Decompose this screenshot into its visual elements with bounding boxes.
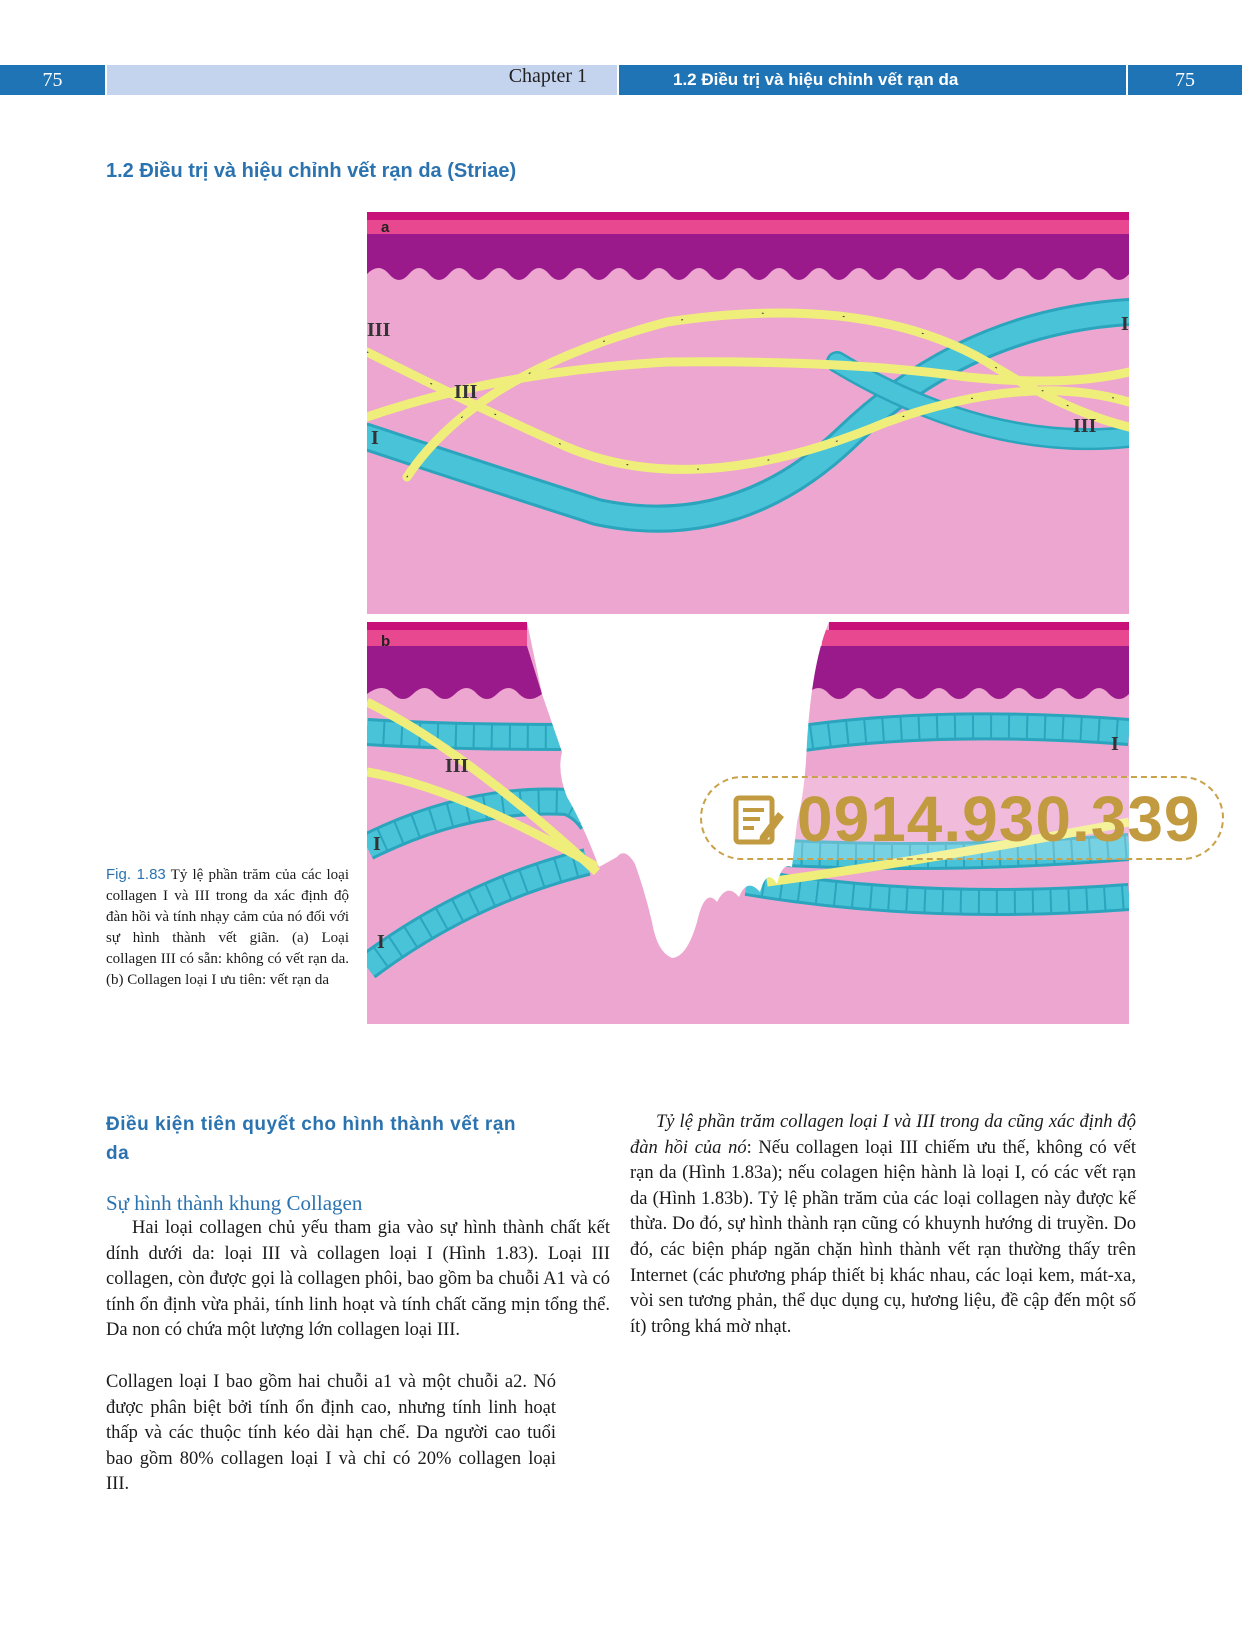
figure-label: Fig. 1.83 (106, 866, 166, 883)
figure-panel-a (367, 212, 1129, 614)
label-i-left: I (371, 427, 379, 449)
panel-a-label: a (381, 219, 390, 236)
watermark-phone: 0914.930.339 (797, 783, 1201, 855)
subheading: Điều kiện tiên quyết cho hình thành vết rạn da (106, 1114, 516, 1164)
label-i-right-b: I (1111, 733, 1119, 755)
page-number-right: 75 (1128, 65, 1242, 95)
label-iii-b: III (445, 755, 469, 777)
subsubheading: Sự hình thành khung Collagen (106, 1191, 363, 1215)
section-title: 1.2 Điều trị và hiệu chỉnh vết rạn da (Striae) (106, 160, 517, 182)
panel-b-label: b (381, 633, 391, 650)
figure-caption (106, 864, 349, 991)
chapter-label: Chapter 1 (508, 65, 587, 87)
label-i-lower-left-b: I (377, 931, 385, 953)
label-i-right: I (1121, 313, 1129, 335)
paragraph-2: Collagen loại I bao gồm hai chuỗi a1 và một chuỗi a2. Nó được phân biệt bởi tính ổn định cao, nhưng tính linh hoạt thấp và các thuộc tính kéo dài hạn chế. Da người cao tuổi bao gồm 80% collagen loại I và chỉ có 20% collagen loại III. (106, 1372, 556, 1495)
paragraph-3 (630, 1110, 1136, 1340)
label-i-upper-left-b: I (373, 833, 381, 855)
paragraph-3-italic: Tỷ lệ phần trăm collagen loại I và III trong da cũng xác định độ đàn hồi của nó (630, 1112, 1136, 1158)
paragraph-1: Hai loại collagen chủ yếu tham gia vào sự hình thành chất kết dính dưới da: loại III và collagen loại I (Hình 1.83). Loại III collagen, còn được gọi là collagen phôi, bao gồm ba chuỗi A1 và có tính ổn định vừa phải, tính linh hoạt và tính chất căng mịn tổng thể. Da non có chứa một lượng lớn collagen loại III. (106, 1218, 610, 1341)
section-header: 1.2 Điều trị và hiệu chỉnh vết rạn da (619, 65, 1126, 95)
label-iii-mid: III (454, 381, 478, 403)
running-header (0, 65, 1242, 95)
chapter-band (107, 65, 617, 95)
page-number-left: 75 (0, 65, 105, 95)
label-iii-right: III (1073, 415, 1097, 437)
label-iii-left: III (367, 319, 391, 341)
skin-diagram-a (367, 212, 1129, 614)
document-edit-icon (730, 792, 786, 848)
caption-text: Tỷ lệ phần trăm của các loại collagen I và III trong da xác định độ đàn hồi và tính nhạy cảm của nó đối với sự hình thành vết giãn. (a) Loại collagen III có sẵn: không có vết rạn da. (b) Collagen loại I ưu tiên: vết rạn da (106, 867, 349, 988)
phone-watermark (700, 776, 1224, 860)
paragraph-3-text: : Nếu collagen loại III chiếm ưu thế, không có vết rạn da (Hình 1.83a); nếu colagen hiện hành là loại I, có các vết rạn da (Hình 1.83b). Tỷ lệ phần trăm của các loại collagen này được kế thừa. Do đó, sự hình thành rạn cũng có khuynh hướng di truyền. Do đó, các biện pháp ngăn chặn hình thành vết rạn thường thấy trên Internet (các phương pháp thiết bị khác nhau, các loại kem, mát-xa, vòi sen tương phản, thể dục dụng cụ, hương liệu, đề cập đến một số ít) trông khá mờ nhạt. (630, 1137, 1136, 1337)
